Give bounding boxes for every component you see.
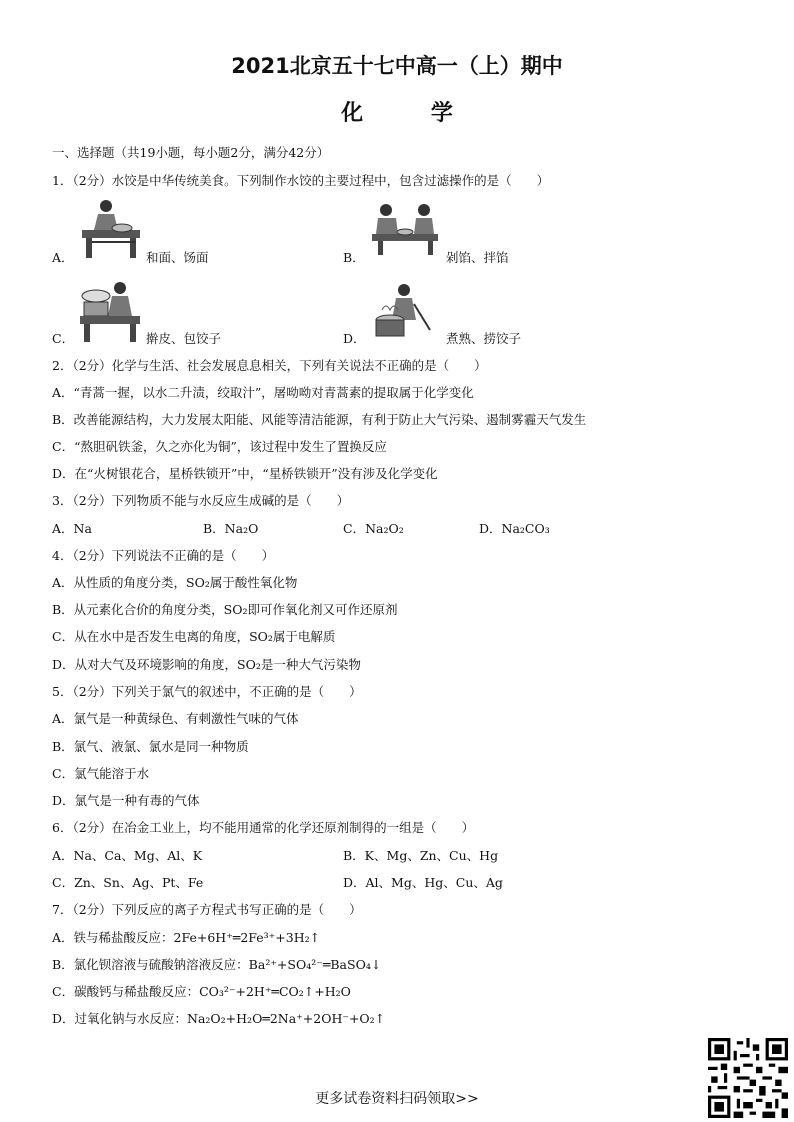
q4-option-b: B．从元素化合价的角度分类，SO₂即可作氧化剂又可作还原剂 (52, 602, 398, 617)
q5-option-a: A．氯气是一种黄绿色、有刺激性气味的气体 (52, 711, 299, 726)
q4-stem: 4．（2分）下列说法不正确的是（ ） (52, 548, 275, 563)
q3-option-d: D．Na₂CO₃ (479, 521, 550, 536)
q4-option-a: A．从性质的角度分类，SO₂属于酸性氧化物 (52, 575, 298, 590)
q2-stem: 2．（2分）化学与生活、社会发展息息相关，下列有关说法不正确的是（ ） (52, 358, 487, 373)
q1-image-kneading-dough (76, 196, 146, 262)
q2-option-d: D．在“火树银花合，星桥铁锁开”中，“星桥铁锁开”没有涉及化学变化 (52, 466, 438, 481)
q3-option-a: A．Na (52, 521, 92, 536)
q7-option-b: B．氯化钡溶液与硫酸钠溶液反应：Ba²⁺+SO₄²⁻═BaSO₄↓ (52, 957, 382, 972)
q5-option-d: D．氯气是一种有毒的气体 (52, 793, 200, 808)
q3-option-b: B．Na₂O (203, 521, 259, 536)
q1-option-a-text: 和面、饧面 (146, 250, 209, 265)
q5-option-c: C．氯气能溶于水 (52, 766, 150, 781)
q4-option-d: D．从对大气及环境影响的角度，SO₂是一种大气污染物 (52, 657, 361, 672)
q5-stem: 5．（2分）下列关于氯气的叙述中，不正确的是（ ） (52, 684, 362, 699)
exam-title: 2021北京五十七中高一（上）期中 (231, 54, 563, 78)
q6-stem: 6．（2分）在冶金工业上，均不能用通常的化学还原剂制得的一组是（ ） (52, 820, 475, 835)
section-heading: 一、选择题（共19小题，每小题2分，满分42分） (52, 145, 330, 160)
q1-option-a-letter: A． (52, 250, 74, 265)
q1-option-b-text: 剁馅、拌馅 (446, 250, 509, 265)
q2-option-a: A．“青蒿一握，以水二升渍，绞取汁”，屠呦呦对青蒿素的提取属于化学变化 (52, 385, 474, 400)
q1-option-c-letter: C． (52, 331, 75, 346)
q6-option-c: C．Zn、Sn、Ag、Pt、Fe (52, 875, 204, 890)
q7-option-c: C．碳酸钙与稀盐酸反应：CO₃²⁻+2H⁺═CO₂↑+H₂O (52, 984, 351, 999)
q6-option-d: D．Al、Mg、Hg、Cu、Ag (343, 875, 503, 890)
q6-option-a: A．Na、Ca、Mg、Al、K (52, 848, 203, 863)
q2-option-c: C．“熬胆矾铁釜，久之亦化为铜”，该过程中发生了置换反应 (52, 439, 387, 454)
q1-option-d-letter: D． (343, 331, 366, 346)
q1-option-d-text: 煮熟、捞饺子 (446, 331, 522, 346)
q1-stem: 1．（2分）水饺是中华传统美食。下列制作水饺的主要过程中，包含过滤操作的是（ ） (52, 173, 550, 188)
q1-image-rolling-wrapping (74, 278, 146, 344)
q6-option-b: B．K、Mg、Zn、Cu、Hg (343, 848, 499, 863)
footer-scan-prompt[interactable]: 更多试卷资料扫码领取>> (315, 1091, 479, 1107)
q1-image-boiling-dumplings (370, 280, 436, 340)
q5-option-b: B．氯气、液氯、氯水是同一种物质 (52, 739, 249, 754)
q1-image-chopping-filling (370, 200, 440, 256)
q7-stem: 7．（2分）下列反应的离子方程式书写正确的是（ ） (52, 902, 362, 917)
q7-option-a: A．铁与稀盐酸反应：2Fe+6H⁺═2Fe³⁺+3H₂↑ (52, 930, 321, 945)
q3-stem: 3．（2分）下列物质不能与水反应生成碱的是（ ） (52, 493, 350, 508)
q2-option-b: B．改善能源结构，大力发展太阳能、风能等清洁能源，有利于防止大气污染、遏制雾霾天气发生 (52, 412, 587, 427)
q1-option-c-text: 擀皮、包饺子 (146, 331, 222, 346)
subject-title: 化 学 (341, 101, 483, 126)
q4-option-c: C．从在水中是否发生电离的角度，SO₂属于电解质 (52, 629, 336, 644)
q7-option-d: D．过氧化钠与水反应：Na₂O₂+H₂O═2Na⁺+2OH⁻+O₂↑ (52, 1011, 386, 1026)
q3-option-c: C．Na₂O₂ (343, 521, 404, 536)
q1-option-b-letter: B． (343, 250, 365, 265)
